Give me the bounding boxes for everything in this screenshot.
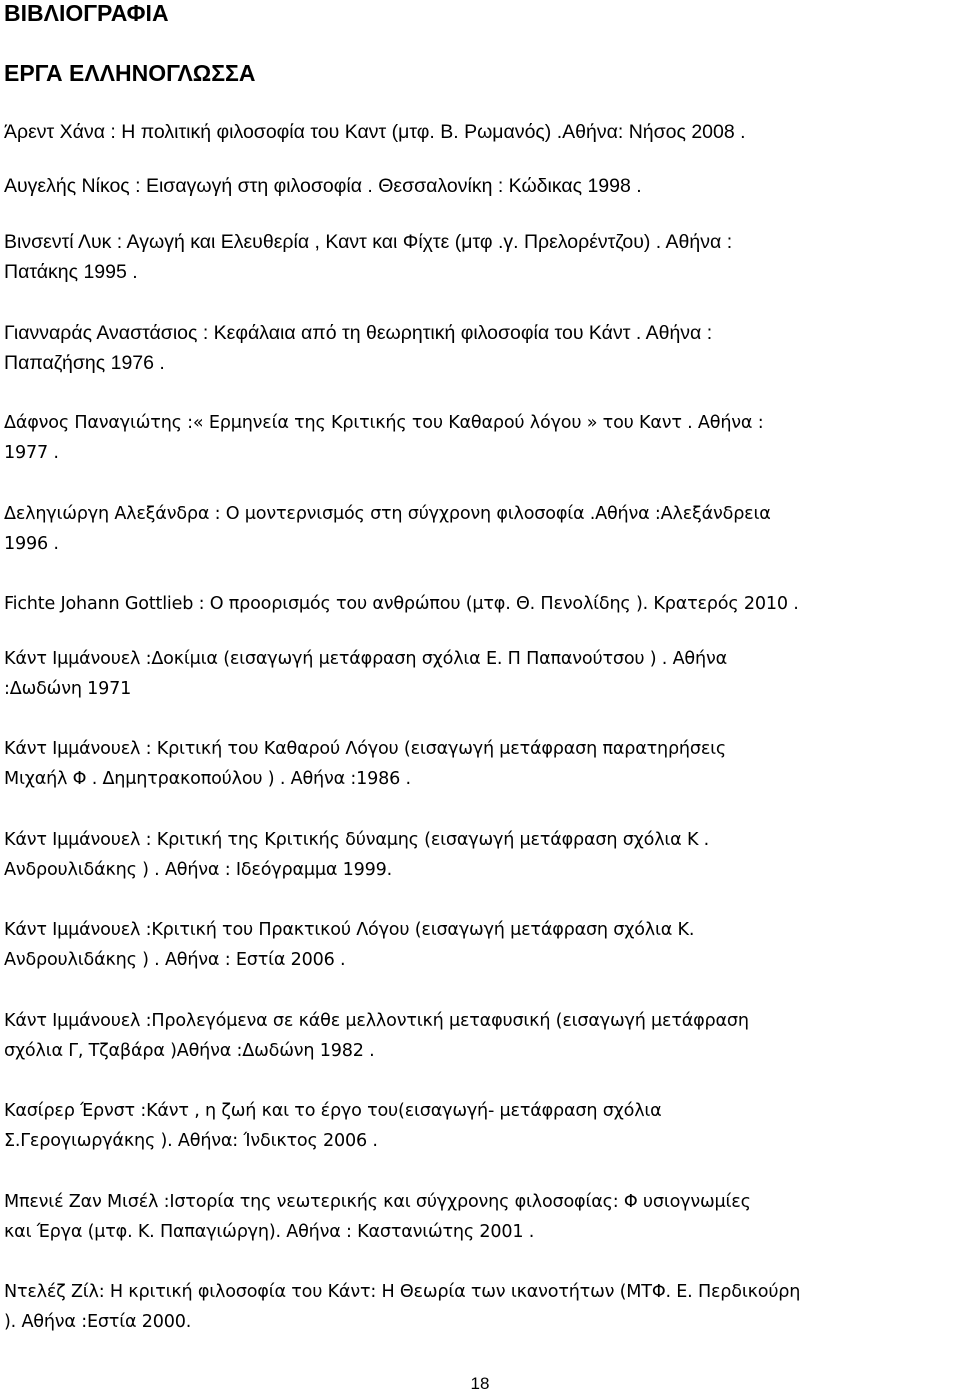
bibliography-entry [4, 318, 934, 378]
entry-line: Κασίρερ Έρνστ :Κάντ , η ζωή και το έργο του(εισαγωγή- μετάφραση σχόλια [4, 1101, 662, 1121]
entry-line: Γιανναράς Αναστάσιος : Κεφάλαια από τη θεωρητική φιλοσοφία του Κάντ . Αθήνα : [4, 322, 713, 344]
bibliography-entry [4, 1187, 934, 1247]
entry-line: σχόλια Γ, Τζαβάρα )Αθήνα :Δωδώνη 1982 . [4, 1041, 375, 1061]
bibliography-entry [4, 171, 934, 201]
entry-line: Άρεντ Χάνα : Η πολιτική φιλοσοφία του Καντ (μτφ. Β. Ρωμανός) .Αθήνα: Νήσος 2008 . [4, 121, 746, 143]
entry-line: Δάφνος Παναγιώτης :« Ερμηνεία της Κριτικής του Καθαρού λόγου » του Καντ . Αθήνα : [4, 413, 764, 433]
entry-line: 1977 . [4, 443, 59, 463]
entry-line: Κάντ Ιμμάνουελ :Προλεγόμενα σε κάθε μελλοντική μεταφυσική (εισαγωγή μετάφραση [4, 1011, 749, 1031]
bibliography-entry [4, 499, 934, 559]
section-heading: ΕΡΓΑ ΕΛΛΗΝΟΓΛΩΣΣΑ [4, 60, 256, 86]
entry-line: Αυγελής Νίκος : Εισαγωγή στη φιλοσοφία . Θεσσαλονίκη : Κώδικας 1998 . [4, 175, 642, 197]
entry-line: Μιχαήλ Φ . Δημητρακοπούλου ) . Αθήνα :1986 . [4, 769, 411, 789]
entry-line: :Δωδώνη 1971 [4, 679, 132, 699]
entry-line: και Έργα (μτφ. Κ. Παπαγιώργη). Αθήνα : Καστανιώτης 2001 . [4, 1222, 535, 1242]
entry-line: Ανδρουλιδάκης ) . Αθήνα : Ιδεόγραμμα 1999. [4, 860, 392, 880]
entry-line: Δεληγιώργη Αλεξάνδρα : Ο μοντερνισμός στη σύγχρονη φιλοσοφία .Αθήνα :Αλεξάνδρεια [4, 504, 771, 524]
entry-line: Βινσεντί Λυκ : Αγωγή και Ελευθερία , Καντ και Φίχτε (μτφ .γ. Πρελορέντζου) . Αθήνα : [4, 231, 733, 253]
page-number: 18 [470, 1374, 490, 1393]
entry-line: 1996 . [4, 534, 59, 554]
bibliography-entry [4, 644, 934, 704]
entry-line: Σ.Γερογιωργάκης ). Αθήνα: Ίνδικτος 2006 . [4, 1131, 378, 1151]
entry-line: Κάντ Ιμμάνουελ : Κριτική του Καθαρού Λόγου (εισαγωγή μετάφραση παρατηρήσεις [4, 739, 727, 759]
entry-line: Κάντ Ιμμάνουελ :Δοκίμια (εισαγωγή μετάφραση σχόλια Ε. Π Παπανούτσου ) . Αθήνα [4, 649, 727, 669]
page-title: ΒΙΒΛΙΟΓΡΑΦΙΑ [4, 0, 169, 26]
entry-line: ). Αθήνα :Εστία 2000. [4, 1312, 192, 1332]
bibliography-entry [4, 734, 934, 794]
bibliography-entry [4, 408, 934, 468]
entry-line: Ανδρουλιδάκης ) . Αθήνα : Εστία 2006 . [4, 950, 346, 970]
entry-line: Μπενιέ Ζαν Μισέλ :Ιστορία της νεωτερικής και σύγχρονης φιλοσοφίας: Φ υσιογνωμίες [4, 1192, 751, 1212]
bibliography-entry [4, 825, 934, 885]
entry-line: Πατάκης 1995 . [4, 261, 138, 283]
bibliography-entry [4, 1006, 934, 1066]
bibliography-entry [4, 589, 934, 619]
bibliography-entry [4, 227, 934, 287]
bibliography-entry [4, 1277, 934, 1337]
bibliography-entry [4, 915, 934, 975]
bibliography-entry [4, 117, 934, 147]
entry-line: Ντελέζ Ζίλ: Η κριτική φιλοσοφία του Κάντ: Η Θεωρία των ικανοτήτων (ΜΤΦ. Ε. Περδικούρη [4, 1282, 801, 1302]
bibliography-entry [4, 1096, 934, 1156]
entry-line: Κάντ Ιμμάνουελ : Κριτική της Κριτικής δύναμης (εισαγωγή μετάφραση σχόλια Κ . [4, 830, 710, 850]
entry-line: Παπαζήσης 1976 . [4, 352, 165, 374]
entry-line: Κάντ Ιμμάνουελ :Κριτική του Πρακτικού Λόγου (εισαγωγή μετάφραση σχόλια Κ. [4, 920, 695, 940]
entry-line: Fichte Johann Gottlieb : Ο προορισμός του ανθρώπου (μτφ. Θ. Πενολίδης ). Κρατερός 2010 . [4, 594, 799, 614]
